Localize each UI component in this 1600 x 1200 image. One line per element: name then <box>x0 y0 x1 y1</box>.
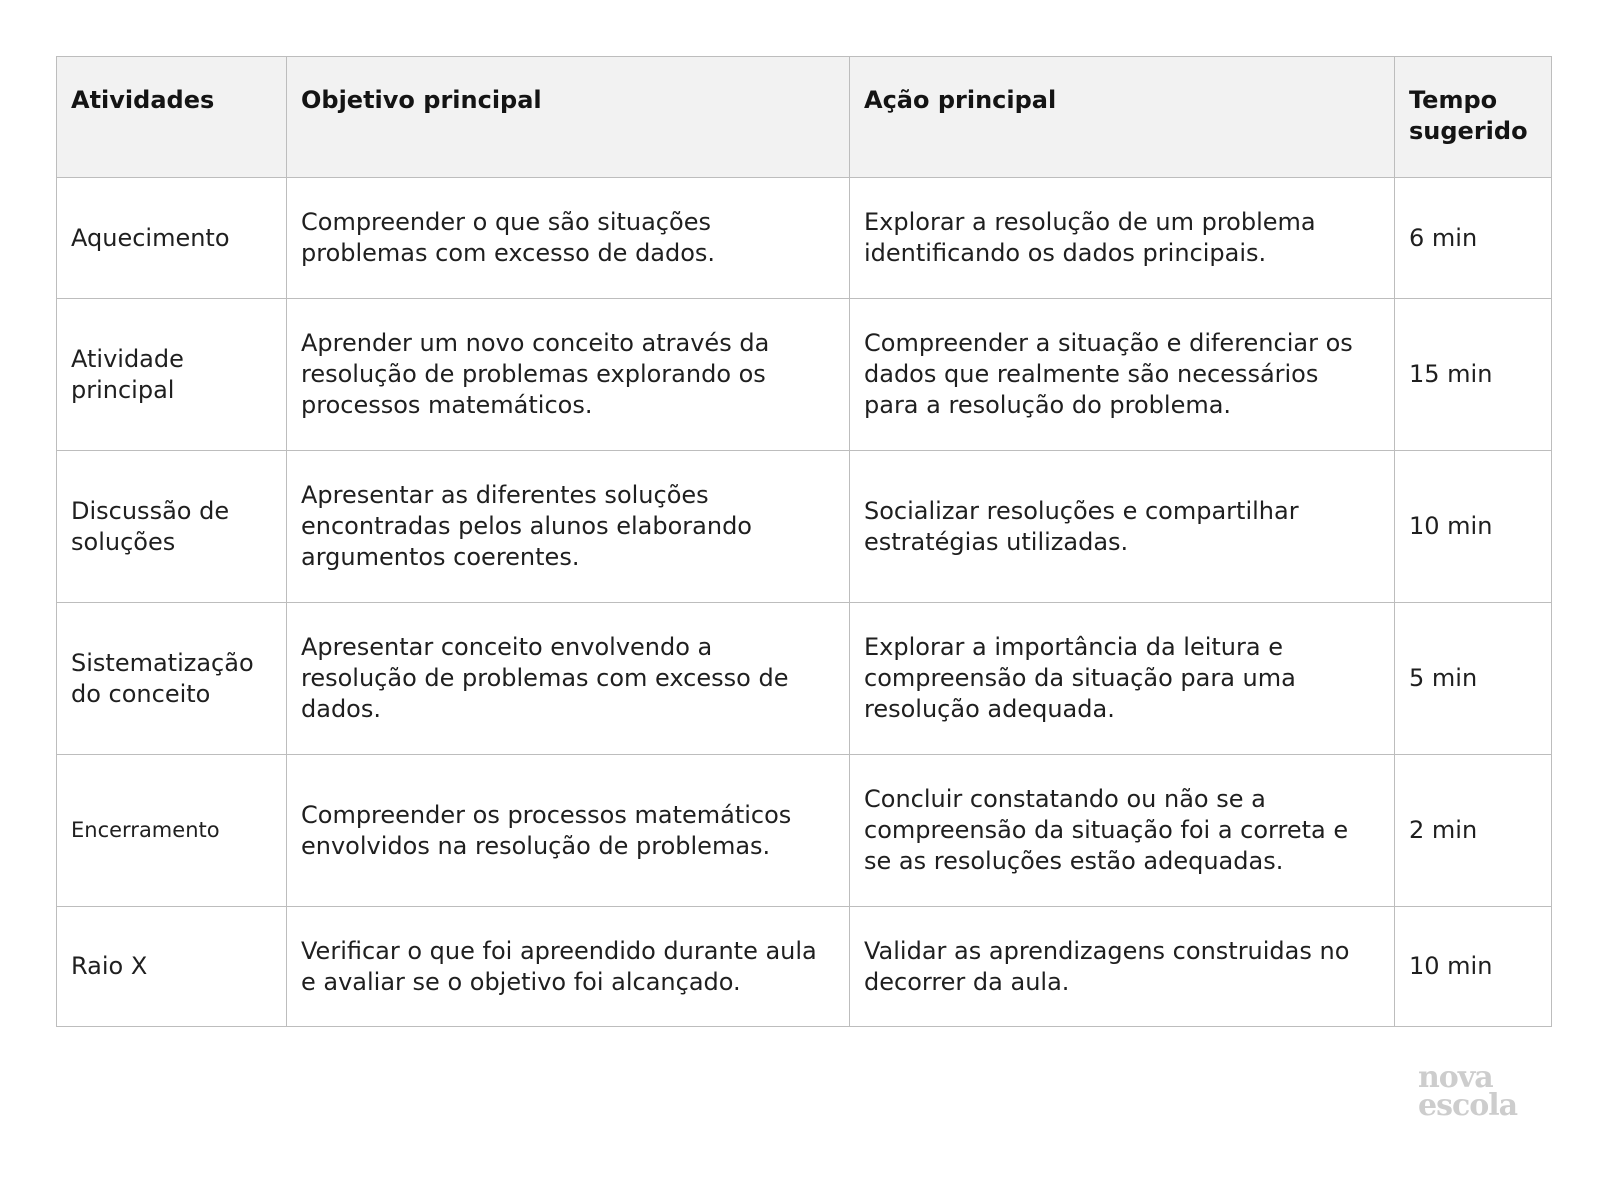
lesson-plan-table <box>56 56 1552 1027</box>
cell-activity: Raio X <box>57 907 287 1027</box>
cell-objective: Compreender os processos matemáticos envolvidos na resolução de problemas. <box>287 755 850 907</box>
cell-objective: Aprender um novo conceito através da resolução de problemas explorando os processos matemáticos. <box>287 299 850 451</box>
cell-activity: Aquecimento <box>57 178 287 299</box>
table-row <box>57 755 1552 907</box>
logo-line-escola: escola <box>1418 1088 1518 1123</box>
cell-time: 10 min <box>1395 451 1552 603</box>
cell-action: Concluir constatando ou não se a compreensão da situação foi a correta e se as resoluções estão adequadas. <box>850 755 1395 907</box>
cell-time: 6 min <box>1395 178 1552 299</box>
nova-escola-logo <box>1418 1060 1518 1123</box>
table-row <box>57 907 1552 1027</box>
logo-line-nova: nova <box>1418 1060 1493 1095</box>
cell-action: Explorar a importância da leitura e compreensão da situação para uma resolução adequada. <box>850 603 1395 755</box>
cell-objective: Apresentar as diferentes soluções encontradas pelos alunos elaborando argumentos coerentes. <box>287 451 850 603</box>
table-row <box>57 451 1552 603</box>
cell-time: 5 min <box>1395 603 1552 755</box>
cell-objective: Compreender o que são situações problemas com excesso de dados. <box>287 178 850 299</box>
cell-time: 10 min <box>1395 907 1552 1027</box>
cell-action: Compreender a situação e diferenciar os dados que realmente são necessários para a resolução do problema. <box>850 299 1395 451</box>
cell-activity: Encerramento <box>57 755 287 907</box>
header-activities: Atividades <box>57 57 287 178</box>
cell-objective: Verificar o que foi apreendido durante aula e avaliar se o objetivo foi alcançado. <box>287 907 850 1027</box>
table-row <box>57 178 1552 299</box>
cell-time: 2 min <box>1395 755 1552 907</box>
cell-objective: Apresentar conceito envolvendo a resolução de problemas com excesso de dados. <box>287 603 850 755</box>
cell-activity: Discussão de soluções <box>57 451 287 603</box>
cell-action: Socializar resoluções e compartilhar estratégias utilizadas. <box>850 451 1395 603</box>
cell-activity: Sistematização do conceito <box>57 603 287 755</box>
cell-action: Explorar a resolução de um problema identificando os dados principais. <box>850 178 1395 299</box>
cell-activity: Atividade principal <box>57 299 287 451</box>
cell-time: 15 min <box>1395 299 1552 451</box>
table-header-row <box>57 57 1552 178</box>
table-row <box>57 603 1552 755</box>
header-suggested-time: Tempo sugerido <box>1395 57 1552 178</box>
cell-action: Validar as aprendizagens construidas no decorrer da aula. <box>850 907 1395 1027</box>
header-main-objective: Objetivo principal <box>287 57 850 178</box>
table-row <box>57 299 1552 451</box>
header-main-action: Ação principal <box>850 57 1395 178</box>
